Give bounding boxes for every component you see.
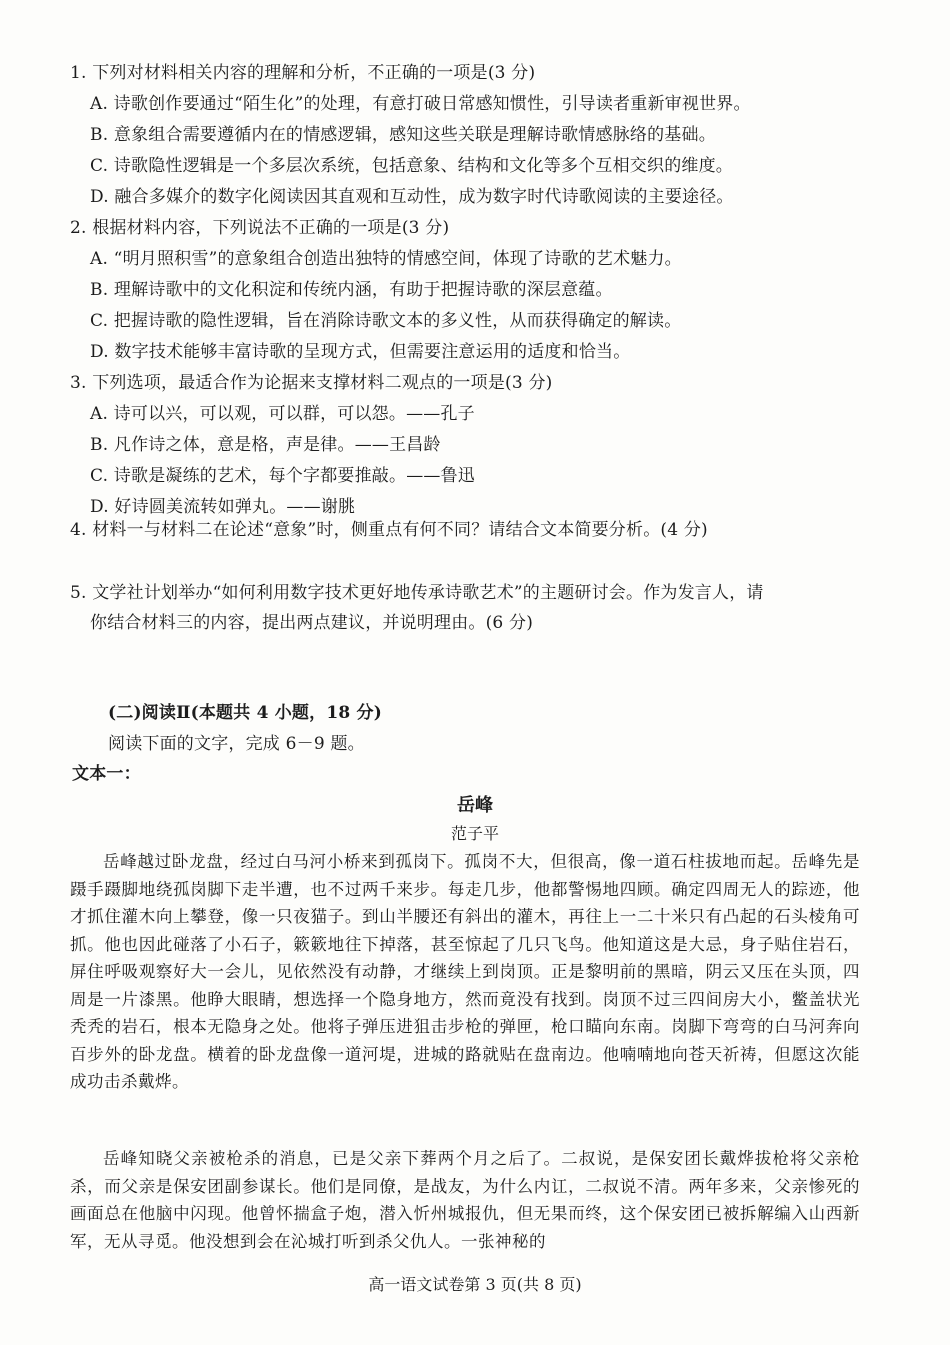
question-3-option-c: C. 诗歌是凝练的艺术，每个字都要推敲。——鲁迅 bbox=[90, 466, 476, 486]
question-2-option-c: C. 把握诗歌的隐性逻辑，旨在消除诗歌文本的多义性，从而获得确定的解读。 bbox=[90, 311, 682, 331]
question-3-option-b: B. 凡作诗之体，意是格，声是律。——王昌龄 bbox=[90, 435, 441, 455]
story-author: 范子平 bbox=[450, 824, 499, 843]
story-title: 岳峰 bbox=[457, 795, 493, 816]
question-1-option-d: D. 融合多媒介的数字化阅读因其直观和互动性，成为数字时代诗歌阅读的主要途径。 bbox=[90, 187, 734, 207]
question-1-option-c: C. 诗歌隐性逻辑是一个多层次系统，包括意象、结构和文化等多个互相交织的维度。 bbox=[90, 156, 734, 176]
question-1-stem: 1. 下列对材料相关内容的理解和分析，不正确的一项是(3 分) bbox=[70, 63, 536, 83]
story-paragraph-2: 岳峰知晓父亲被枪杀的消息，已是父亲下葬两个月之后了。二叔说，是保安团长戴烨拔枪将父亲枪杀，而父亲是保安团副参谋长。他们是同僚，是战友，为什么内讧，二叔说不清。两年多来，父亲惨死的画面总在他脑中闪现。他曾怀揣盒子炮，潜入忻州城报仇，但无果而终，这个保安团已被拆解编入山西新军，无从寻觅。他没想到会在沁城打听到杀父仇人。一张神秘的 bbox=[70, 1149, 860, 1251]
question-1-option-a: A. 诗歌创作要通过“陌生化”的处理，有意打破日常感知惯性，引导读者重新审视世界。 bbox=[90, 94, 751, 114]
question-5-stem-line2: 你结合材料三的内容，提出两点建议，并说明理由。(6 分) bbox=[90, 613, 534, 633]
section-heading: (二)阅读Ⅱ(本题共 4 小题，18 分) bbox=[108, 703, 382, 723]
question-1-option-b: B. 意象组合需要遵循内在的情感逻辑，感知这些关联是理解诗歌情感脉络的基础。 bbox=[90, 125, 716, 145]
story-paragraph-1: 岳峰越过卧龙盘，经过白马河小桥来到孤岗下。孤岗不大，但很高，像一道石柱拔地而起。岳峰先是蹑手蹑脚地绕孤岗脚下走半遭，也不过两千来步。每走几步，他都警惕地四顾。确定四周无人的踪迹，他才抓住灌木向上攀登，像一只夜猫子。到山半腰还有斜出的灌木，再往上一二十米只有凸起的石头棱角可抓。他也因此碰落了小石子，簌簌地往下掉落，甚至惊起了几只飞鸟。他知道这是大忌，身子贴住岩石，屏住呼吸观察好大一会儿，见依然没有动静，才继续上到岗顶。正是黎明前的黑暗，阴云又压在头顶，四周是一片漆黑。他睁大眼睛，想选择一个隐身地方，然而竟没有找到。岗顶不过三四间房大小，鳖盖状光秃秃的岩石，根本无隐身之处。他将子弹压进狙击步枪的弹匣，枪口瞄向东南。岗脚下弯弯的白马河奔向百步外的卧龙盘。横着的卧龙盘像一道河堤，进城的路就贴在盘南边。他喃喃地向苍天祈祷，但愿这次能成功击杀戴烨。 bbox=[70, 852, 860, 1091]
question-3-option-d: D. 好诗圆美流转如弹丸。——谢朓 bbox=[90, 497, 356, 517]
text-label: 文本一： bbox=[72, 764, 141, 784]
page-footer: 高一语文试卷第 3 页(共 8 页) bbox=[368, 1275, 582, 1294]
question-2-option-b: B. 理解诗歌中的文化积淀和传统内涵，有助于把握诗歌的深层意蕴。 bbox=[90, 280, 613, 300]
question-4-stem: 4. 材料一与材料二在论述“意象”时，侧重点有何不同？请结合文本简要分析。(4 分) bbox=[70, 520, 708, 540]
question-3-stem: 3. 下列选项，最适合作为论据来支撑材料二观点的一项是(3 分) bbox=[70, 373, 553, 393]
question-5-stem-line1: 5. 文学社计划举办“如何利用数字技术更好地传承诗歌艺术”的主题研讨会。作为发言人，请 bbox=[70, 583, 764, 603]
question-2-option-d: D. 数字技术能够丰富诗歌的呈现方式，但需要注意运用的适度和恰当。 bbox=[90, 342, 631, 362]
question-2-option-a: A. “明月照积雪”的意象组合创造出独特的情感空间，体现了诗歌的艺术魅力。 bbox=[90, 249, 682, 269]
section-instruction: 阅读下面的文字，完成 6－9 题。 bbox=[108, 734, 365, 754]
question-3-option-a: A. 诗可以兴，可以观，可以群，可以怨。——孔子 bbox=[90, 404, 475, 424]
question-2-stem: 2. 根据材料内容，下列说法不正确的一项是(3 分) bbox=[70, 218, 450, 238]
